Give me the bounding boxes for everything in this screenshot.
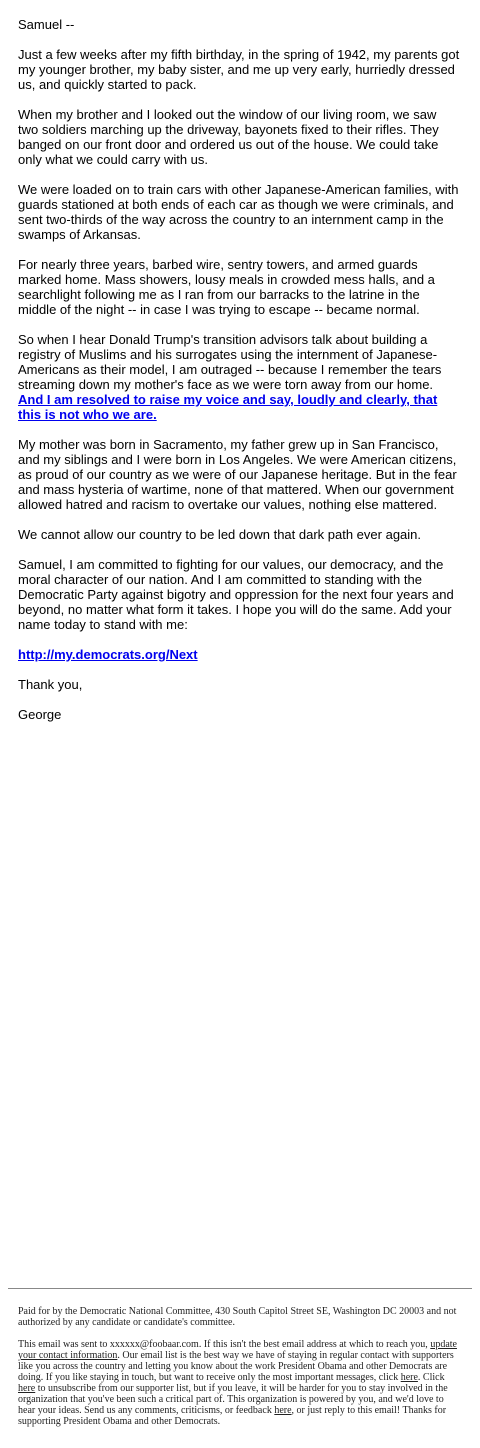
unsubscribe-link[interactable]: here [18, 1383, 36, 1394]
paragraph-4: For nearly three years, barbed wire, sentry towers, and armed guards marked home. Mass showers, lousy meals in crowded mess halls, and a searchlight following me as I ran from our barracks to the latrine in the middle of the night -- in case I was trying to escape -- became normal. [18, 257, 435, 317]
closing: Thank you, [18, 677, 83, 692]
paragraph-2: When my brother and I looked out the window of our living room, we saw two soldiers marching up the driveway, bayonets fixed to their rifles. They banged on our front door and ordered us out of the house. We could take only what we could carry with us. [18, 107, 439, 167]
resolve-link[interactable]: And I am resolved to raise my voice and say, loudly and clearly, that this is not who we are. [18, 392, 438, 422]
paragraph-5-text: So when I hear Donald Trump's transition advisors talk about building a registry of Muslims and his surrogates using the internment of Japanese-Americans as their model, I am outraged -- because I remember the tears streaming down my mother's face as we were torn away from our home. [18, 332, 442, 392]
important-messages-link[interactable]: here [400, 1372, 418, 1383]
paid-for-disclaimer: Paid for by the Democratic National Committee, 430 South Capitol Street SE, Washington DC 20003 and not authorized by any candidate or candidate's committee. [18, 1306, 457, 1328]
email-footer [18, 1306, 462, 1438]
notice-text-3: . Click [417, 1372, 445, 1383]
subscription-notice [18, 1339, 462, 1427]
paragraph-8: Samuel, I am committed to fighting for our values, our democracy, and the moral character of our nation. And I am committed to standing with the Democratic Party against bigotry and oppression for the next four years and beyond, no matter what form it takes. I hope you will do the same. Add your name today to stand with me: [18, 557, 454, 632]
footer-divider [8, 1288, 472, 1289]
notice-text-5: , or just reply to this email! Thanks for supporting President Obama and other Democrats. [18, 1405, 447, 1427]
paragraph-7: We cannot allow our country to be led down that dark path ever again. [18, 527, 422, 542]
notice-text-1: This email was sent to xxxxxx@foobaar.com. If this isn't the best email address at which to reach you, [18, 1339, 431, 1350]
signature: George [18, 707, 62, 722]
petition-url-paragraph [18, 647, 460, 662]
salutation: Samuel -- [18, 17, 75, 32]
update-contact-link[interactable]: update your contact information [18, 1339, 457, 1361]
notice-text-4: to unsubscribe from our supporter list, but if you leave, it will be harder for you to stay involved in the organization that you've been such a critical part of. This organization is powered by you, and we'd love to hear your ideas. Send us any comments, criticisms, or feedback [18, 1383, 448, 1416]
paragraph-5 [18, 332, 460, 422]
petition-link[interactable]: http://my.democrats.org/Next [18, 647, 198, 662]
paragraph-1: Just a few weeks after my fifth birthday, in the spring of 1942, my parents got my younger brother, my baby sister, and me up very early, hurriedly dressed us, and quickly started to pack. [18, 47, 460, 92]
notice-text-2: . Our email list is the best way we have of staying in regular contact with supporters like you across the country and letting you know about the work President Obama and other Democrats are doing. If you like staying in touch, but want to receive only the most important messages, click [18, 1350, 454, 1383]
paragraph-3: We were loaded on to train cars with other Japanese-American families, with guards stationed at both ends of each car as though we were criminals, and sent two-thirds of the way across the country to an internment camp in the swamps of Arkansas. [18, 182, 459, 242]
feedback-link[interactable]: here [274, 1405, 292, 1416]
paragraph-6: My mother was born in Sacramento, my father grew up in San Francisco, and my siblings and I were born in Los Angeles. We were American citizens, as proud of our country as we were of our Japanese heritage. But in the fear and mass hysteria of wartime, none of that mattered. When our government allowed hatred and racism to overtake our values, nothing else mattered. [18, 437, 457, 512]
email-letter-body [18, 17, 460, 737]
